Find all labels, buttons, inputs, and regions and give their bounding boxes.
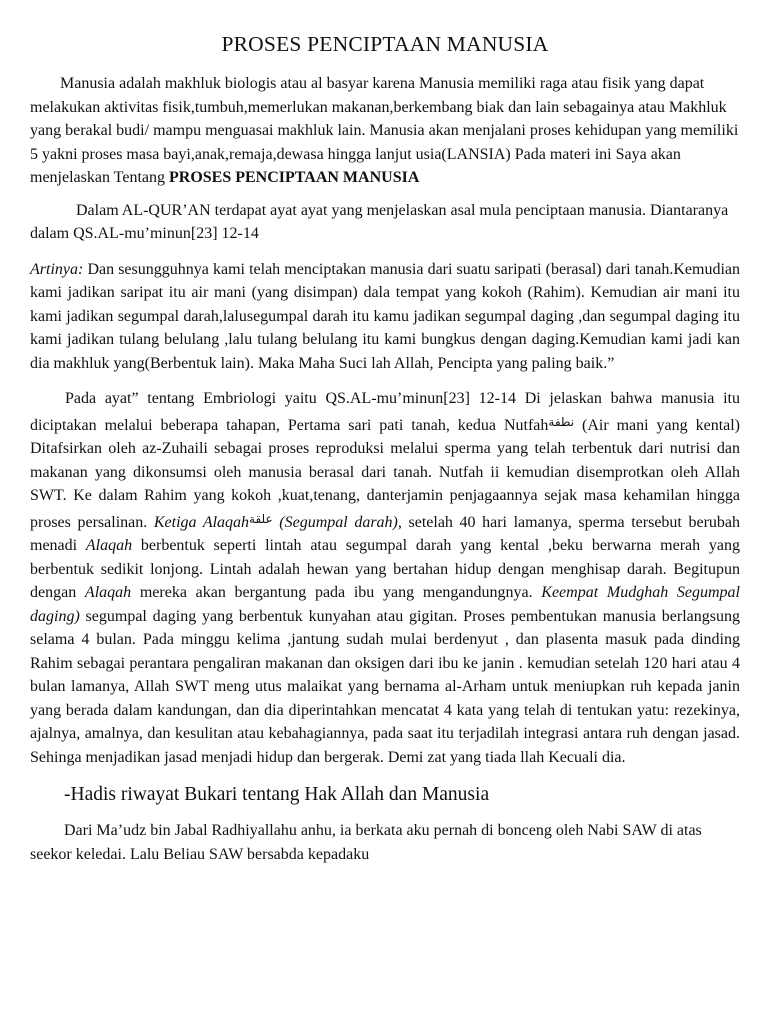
arabic-alaqah: علقة (249, 511, 273, 526)
embryology-italic-2: (Segumpal darah), (272, 513, 402, 531)
hadith-paragraph: Dari Ma’udz bin Jabal Radhiyallahu anhu, ia berkata aku pernah di bonceng oleh Nabi SAW di atas seekor keledai. Lalu Beliau SAW bersabda kepadaku (30, 822, 702, 863)
intro-bold-text: PROSES PENCIPTAAN MANUSIA (168, 169, 420, 186)
embryology-text-3: setelah 40 hari lamanya, sperma tersebut berubah menadi (30, 513, 741, 554)
intro-paragraph (30, 72, 740, 190)
embryology-text-1: Pada ayat” tentang Embriologi yaitu QS.AL-mu’minun[23] 12-14 Di jelaskan bahwa manusia itu diciptakan melalui beberapa tahapan, Pertama sari pati tanah, kedua Nutfah (30, 390, 740, 434)
embryology-italic-3: Alaqah (85, 537, 133, 554)
arabic-nutfah: نطفة (548, 414, 575, 429)
embryology-text-5: mereka akan bergantung pada ibu yang mengandungnya. (131, 584, 542, 601)
embryology-italic-4: Alaqah (84, 584, 132, 601)
embryology-italic-5: Keempat Mudghah Segumpal daging) (30, 584, 741, 625)
translation-paragraph (30, 258, 740, 376)
embryology-text-6: segumpal daging yang berbentuk kunyahan atau gigitan. Proses pembentukan manusia berlangsung selama 4 bulan. Pada minggu kelima ,jantung sudah mulai berdenyut , dan plasenta masuk pada dinding Rahim sebagai perantara pengaliran makanan dan oksigen dari ibu ke janin . kemudian setelah 120 hari atau 4 bulan lamanya, Allah SWT meng utus malaikat yang bernama al-Arham untuk meniupkan ruh kepada janin yang berada dalam kandungan, dan dia diperintahkan mencatat 4 kata yang telah di tentukan yatu: rezekinya, ajalnya, amalnya, dan kesulitan atau kebahagiannya, pada saat itu terjadilah integrasi antara ruh dengan jasad. Sehinga menjadikan jasad menjadi hidup dan bergerak. Demi zat yang tiada llah Kecuali dia. (30, 607, 740, 766)
embryology-text-4: berbentuk seperti lintah atau segumpal darah yang kental ,beku berwarna merah yang berbentuk sedikit lonjong. Lintah adalah hewan yang bertahan hidup dengan menghisap darah. Begitupun dengan (30, 537, 741, 601)
document-title: PROSES PENCIPTAAN MANUSIA (221, 32, 549, 56)
embryology-text-2: (Air mani yang kental) Ditafsirkan oleh az-Zuhaili sebagai proses reproduksi melalui sperma yang telah terbentuk dari nutrisi dan makanan yang dikonsumsi oleh manusia berasal dari tanah. Nutfah ii kemudian disemprotkan oleh Allah SWT. Ke dalam Rahim yang kokoh ,kuat,tenang, danterjamin penjagaannya sejak masa kehamilan hingga proses persalinan. (30, 416, 741, 531)
translation-text: Dan sesungguhnya kami telah menciptakan manusia dari suatu saripati (berasal) dari tanah.Kemudian kami jadikan saripat itu air mani (yang disimpan) dala tempat yang kokoh (Rahim). Kemudian air mani itu kami jadikan segumpal darah,lalusegumpal darah itu kamu jadikan segumpal daging ,dan segumpal daging itu kami jadikan tulang belulang ,lalu tulang belulang itu kami bungkus dengan daging.Kemudian kami jadi kan dia makhluk yang(Berbentuk lain). Maka Maha Suci lah Allah, Pencipta yang paling baik.” (30, 260, 740, 372)
embryology-paragraph (30, 387, 740, 769)
quran-intro-paragraph: Dalam AL-QUR’AN terdapat ayat ayat yang menjelaskan asal mula penciptaan manusia. Diantaranya dalam QS.AL-mu’minun[23] 12-14 (30, 201, 729, 242)
intro-text: Manusia adalah makhluk biologis atau al basyar karena Manusia memiliki raga atau fisik yang dapat melakukan aktivitas fisik,tumbuh,memerlukan makanan,berkembang biak dan lain sebagainya atau Makhluk yang berakal budi/ mampu menguasai makhluk lain. Manusia akan menjalani proses kehidupan yang memiliki 5 yakni proses masa bayi,anak,remaja,dewasa hingga lanjut usia(LANSIA) Pada materi ini Saya akan menjelaskan Tentang (30, 75, 739, 186)
hadith-subheading: -Hadis riwayat Bukari tentang Hak Allah dan Manusia (64, 784, 490, 805)
translation-label: Artinya: (30, 260, 84, 278)
embryology-italic-1: Ketiga Alaqah (153, 513, 250, 531)
